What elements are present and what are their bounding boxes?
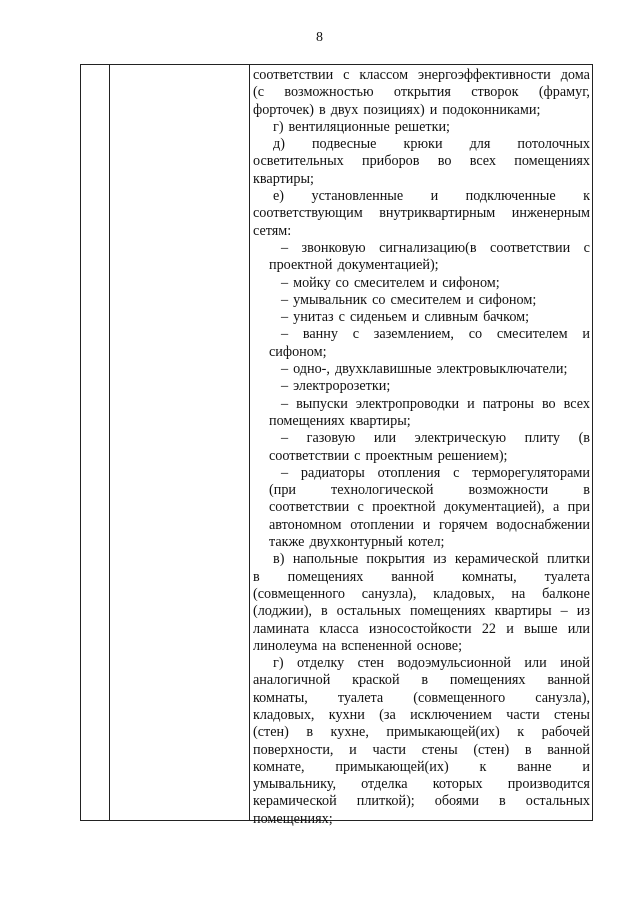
text-line: соответствии с классом энергоэффективности дома (253, 67, 590, 83)
text-line: (совмещенного санузла), кладовых, на балконе (253, 585, 590, 602)
text-line: – радиаторы отопления с терморегуляторами (281, 464, 590, 481)
text-line: в) напольные покрытия из керамической плитки (273, 551, 590, 568)
text-line: ламината класса износостойкости 22 и выше или (253, 620, 590, 637)
text-line: помещениях квартиры; (269, 412, 411, 429)
page-number: 8 (316, 30, 323, 45)
text-line: д) подвесные крюки для потолочных (273, 136, 590, 153)
text-line: автономном отоплении и горячем водоснабжении (269, 516, 590, 533)
text-line: умывальнику, отделка которых производится (253, 776, 590, 793)
text-line: – газовую или электрическую плиту (в (281, 430, 590, 447)
text-line: соответствующим внутриквартирным инженерным (253, 205, 590, 222)
requirements-table (80, 64, 593, 827)
text-line: сетям: (253, 222, 292, 239)
text-line: в помещениях ванной комнаты, туалета (253, 568, 590, 585)
text-line: – мойку со смесителем и сифоном; (281, 274, 500, 291)
text-line: (лоджии), в остальных помещениях квартиры – из (253, 603, 590, 620)
text-line: – ванну с заземлением, со смесителем и (281, 326, 590, 343)
text-line: (при технологической возможности в (269, 482, 590, 499)
column-divider (249, 65, 250, 820)
text-line: также двухконтурный котел; (269, 534, 445, 551)
column-divider (109, 65, 110, 820)
text-line: е) установленные и подключенные к (273, 188, 590, 205)
text-line: комнаты, туалета (совмещенного санузла), (253, 689, 590, 706)
text-line: г) вентиляционные решетки; (273, 118, 450, 135)
finishing-requirements-text (253, 67, 590, 828)
text-line: – выпуски электропроводки и патроны во всех (281, 395, 590, 412)
text-line: линолеума на вспененной основе; (253, 637, 463, 654)
text-line: – одно-, двухклавишные электровыключатели; (281, 361, 568, 378)
text-line: керамической плиткой); обоями в остальных (253, 793, 590, 810)
text-line: – унитаз с сиденьем и сливным бачком; (281, 309, 530, 326)
text-line: форточек) в двух позициях) и подоконниками; (253, 101, 541, 118)
text-line: комнате, примыкающей(их) к ванне и (253, 758, 590, 775)
text-line: помещениях; (253, 810, 333, 827)
text-line: (с возможностью открытия створок (фрамуг, (253, 84, 590, 101)
text-line: (стен) в кухне, примыкающей(их) к рабочей (253, 724, 590, 741)
text-line: соответствии с проектной документацией), а при (269, 499, 590, 516)
text-line: – звонковую сигнализацию(в соответствии с (281, 239, 590, 256)
text-line: аналогичной краской в помещениях ванной (253, 672, 590, 689)
text-line: – умывальник со смесителем и сифоном; (281, 291, 537, 308)
text-line: квартиры; (253, 170, 314, 187)
text-line: – электророзетки; (281, 378, 391, 395)
text-line: проектной документацией); (269, 257, 439, 274)
text-line: г) отделку стен водоэмульсионной или иной (273, 655, 590, 672)
text-line: осветительных приборов во всех помещениях (253, 153, 590, 170)
text-line: соответствии с проектным решением); (269, 447, 508, 464)
text-line: сифоном; (269, 343, 327, 360)
text-line: кладовых, кухни (за исключением части стены (253, 706, 590, 723)
text-line: поверхности, и части стены (стен) в ванной (253, 741, 590, 758)
